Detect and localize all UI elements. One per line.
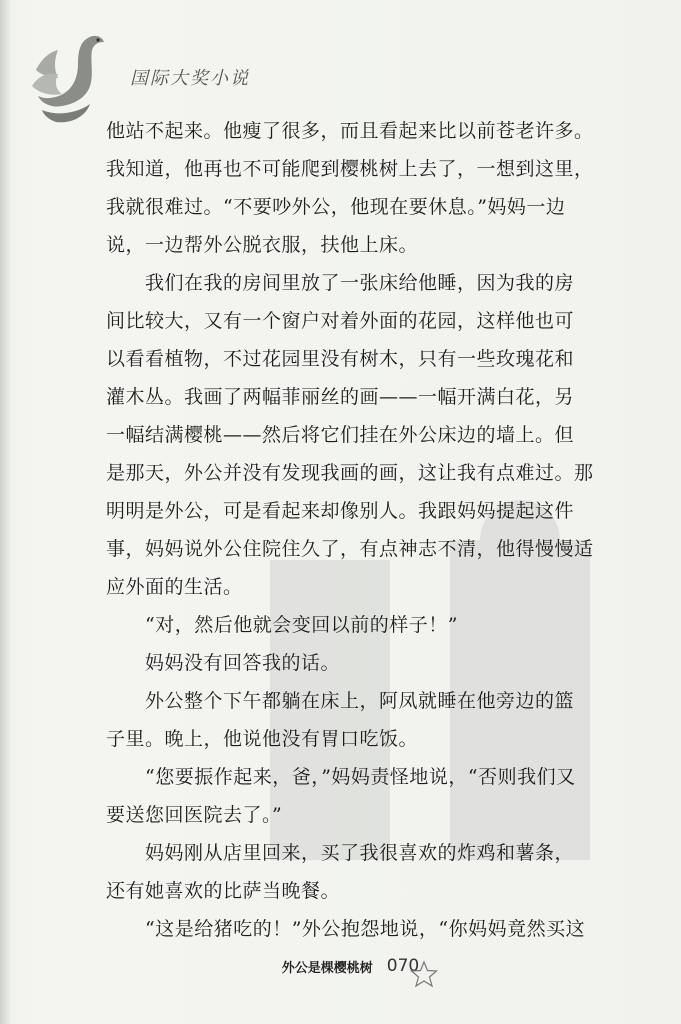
text-line: “您要振作起来，爸，”妈妈责怪地说，“否则我们又 [106, 766, 576, 788]
text-line: “这是给猪吃的！”外公抱怨地说，“你妈妈竟然买这 [106, 918, 586, 940]
text-line: 说，一边帮外公脱衣服，扶他上床。 [106, 234, 419, 256]
text-line: 以看看植物，不过花园里没有树木，只有一些玫瑰花和 [106, 348, 575, 370]
text-line: 灌木丛。我画了两幅菲丽丝的画——一幅开满白花，另 [106, 386, 575, 408]
page-number: 070 [386, 956, 420, 976]
text-line: 间比较大，又有一个窗户对着外面的花园，这样他也可 [106, 310, 575, 332]
text-line: 应外面的生活。 [106, 576, 243, 598]
body-text [106, 112, 646, 948]
text-line: 妈妈没有回答我的话。 [106, 652, 341, 674]
book-title: 外公是棵樱桃树 [281, 960, 373, 976]
text-line: 明明是外公，可是看起来却像别人。我跟妈妈提起这件 [106, 500, 575, 522]
star-icon [409, 960, 439, 988]
text-line: 事，妈妈说外公住院住久了，有点神志不清，他得慢慢适 [106, 538, 594, 560]
text-line: 是那天，外公并没有发现我画的画，这让我有点难过。那 [106, 462, 594, 484]
text-line: 他站不起来。他瘦了很多，而且看起来比以前苍老许多。 [106, 120, 594, 142]
text-line: “对，然后他就会变回以前的样子！” [106, 614, 458, 636]
text-line: 妈妈刚从店里回来，买了我很喜欢的炸鸡和薯条， [106, 842, 575, 864]
page-footer [0, 944, 681, 988]
series-title: 国际大奖小说 [130, 68, 250, 89]
page-spine-shadow [0, 0, 10, 1024]
text-line: 我就很难过。“不要吵外公，他现在要休息。”妈妈一边 [106, 196, 566, 218]
text-line: 子里。晚上，他说他没有胃口吃饭。 [106, 728, 419, 750]
swan-logo-icon [28, 30, 114, 140]
text-line: 我知道，他再也不可能爬到樱桃树上去了，一想到这里， [106, 158, 594, 180]
text-line: 一幅结满樱桃——然后将它们挂在外公床边的墙上。但 [106, 424, 575, 446]
text-line: 要送您回医院去了。” [106, 804, 283, 826]
text-line: 外公整个下午都躺在床上，阿凤就睡在他旁边的篮 [106, 690, 575, 712]
text-line: 还有她喜欢的比萨当晚餐。 [106, 880, 341, 902]
text-line: 我们在我的房间里放了一张床给他睡，因为我的房 [106, 272, 575, 294]
